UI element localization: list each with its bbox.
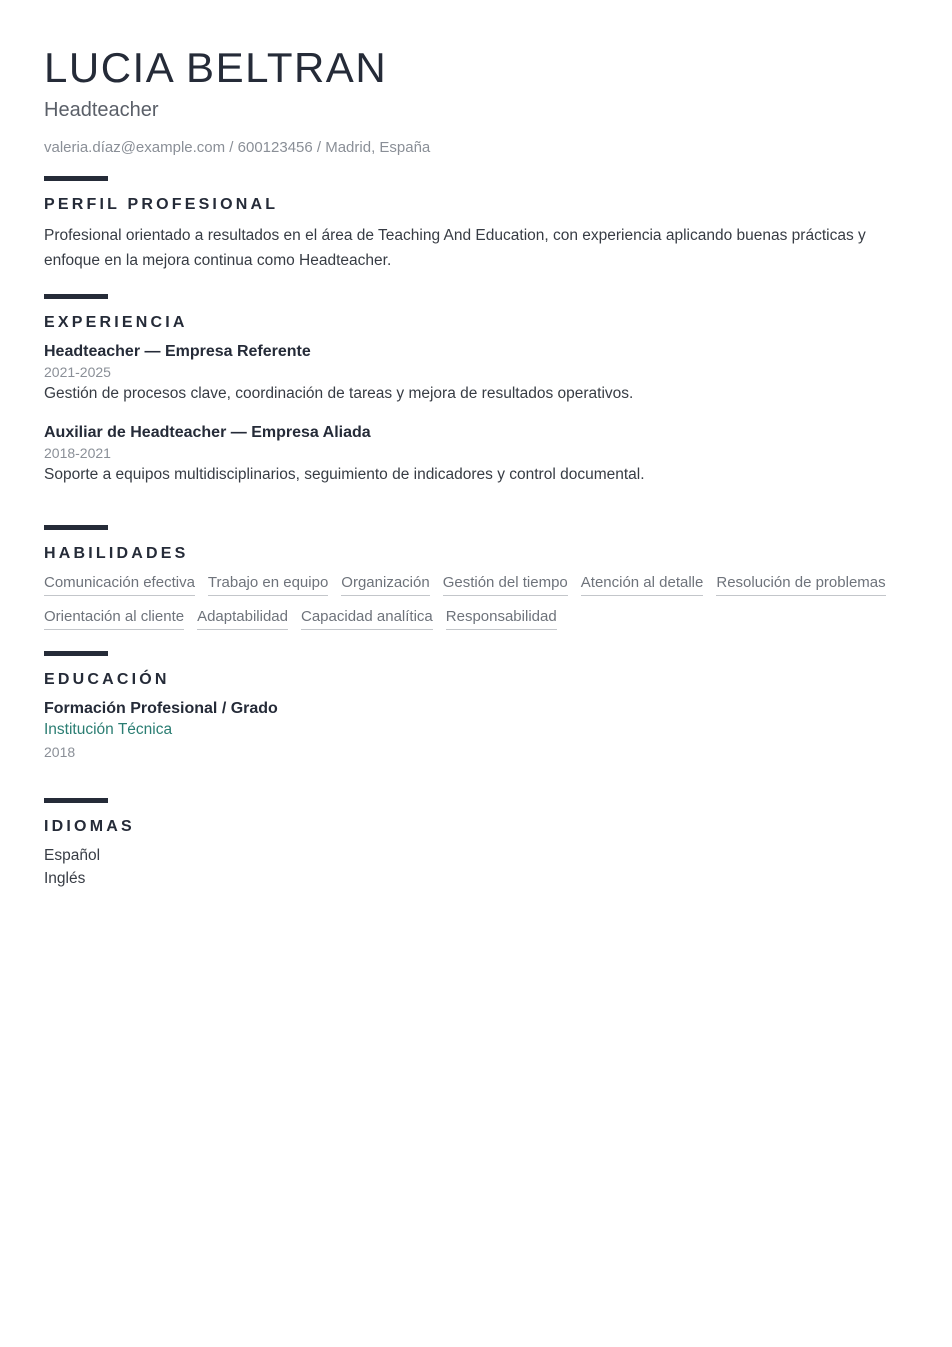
education-year: 2018 — [44, 744, 76, 761]
language-item: Inglés — [44, 870, 86, 888]
section-heading-education: EDUCACIÓN — [44, 671, 170, 689]
experience-description: Soporte a equipos multidisciplinarios, seguimiento de indicadores y control documental. — [44, 466, 645, 484]
experience-entry — [44, 424, 896, 484]
candidate-name: LUCIA BELTRAN — [44, 44, 388, 91]
section-experience — [44, 294, 896, 484]
skill-item: Adaptabilidad — [197, 608, 288, 630]
language-list — [44, 844, 896, 890]
contact-line: valeria.díaz@example.com / 600123456 / Madrid, España — [44, 139, 431, 157]
experience-title: Headteacher — Empresa Referente — [44, 343, 311, 361]
resume-header — [44, 46, 896, 156]
section-divider — [44, 525, 108, 530]
section-languages — [44, 798, 896, 890]
section-divider — [44, 176, 108, 181]
skill-item: Resolución de problemas — [716, 574, 885, 596]
language-item: Español — [44, 847, 101, 865]
skill-item: Responsabilidad — [446, 608, 557, 630]
section-divider — [44, 798, 108, 803]
section-education — [44, 651, 896, 760]
skill-item: Gestión del tiempo — [443, 574, 568, 596]
section-heading-languages: IDIOMAS — [44, 818, 135, 836]
experience-entry — [44, 343, 896, 403]
skill-item: Capacidad analítica — [301, 608, 433, 630]
profile-text: Profesional orientado a resultados en el área de Teaching And Education, con experiencia aplicando buenas prácticas y enfoque en la mejora continua como Headteacher. — [44, 227, 866, 270]
skill-item: Organización — [341, 574, 429, 596]
section-heading-experience: EXPERIENCIA — [44, 314, 188, 332]
section-skills — [44, 525, 896, 630]
skill-item: Orientación al cliente — [44, 608, 184, 630]
skill-item: Trabajo en equipo — [208, 574, 328, 596]
experience-dates: 2021-2025 — [44, 364, 111, 381]
section-divider — [44, 651, 108, 656]
section-divider — [44, 294, 108, 299]
skill-item: Comunicación efectiva — [44, 574, 195, 596]
skills-list — [44, 574, 896, 630]
experience-title: Auxiliar de Headteacher — Empresa Aliada — [44, 424, 371, 442]
skill-item: Atención al detalle — [581, 574, 704, 596]
experience-description: Gestión de procesos clave, coordinación de tareas y mejora de resultados operativos. — [44, 385, 634, 403]
education-institution: Institución Técnica — [44, 721, 173, 739]
section-profile — [44, 176, 896, 273]
experience-dates: 2018-2021 — [44, 445, 111, 462]
section-heading-profile: PERFIL PROFESIONAL — [44, 196, 279, 214]
education-degree: Formación Profesional / Grado — [44, 700, 278, 718]
candidate-job-title: Headteacher — [44, 99, 159, 122]
section-heading-skills: HABILIDADES — [44, 545, 189, 563]
